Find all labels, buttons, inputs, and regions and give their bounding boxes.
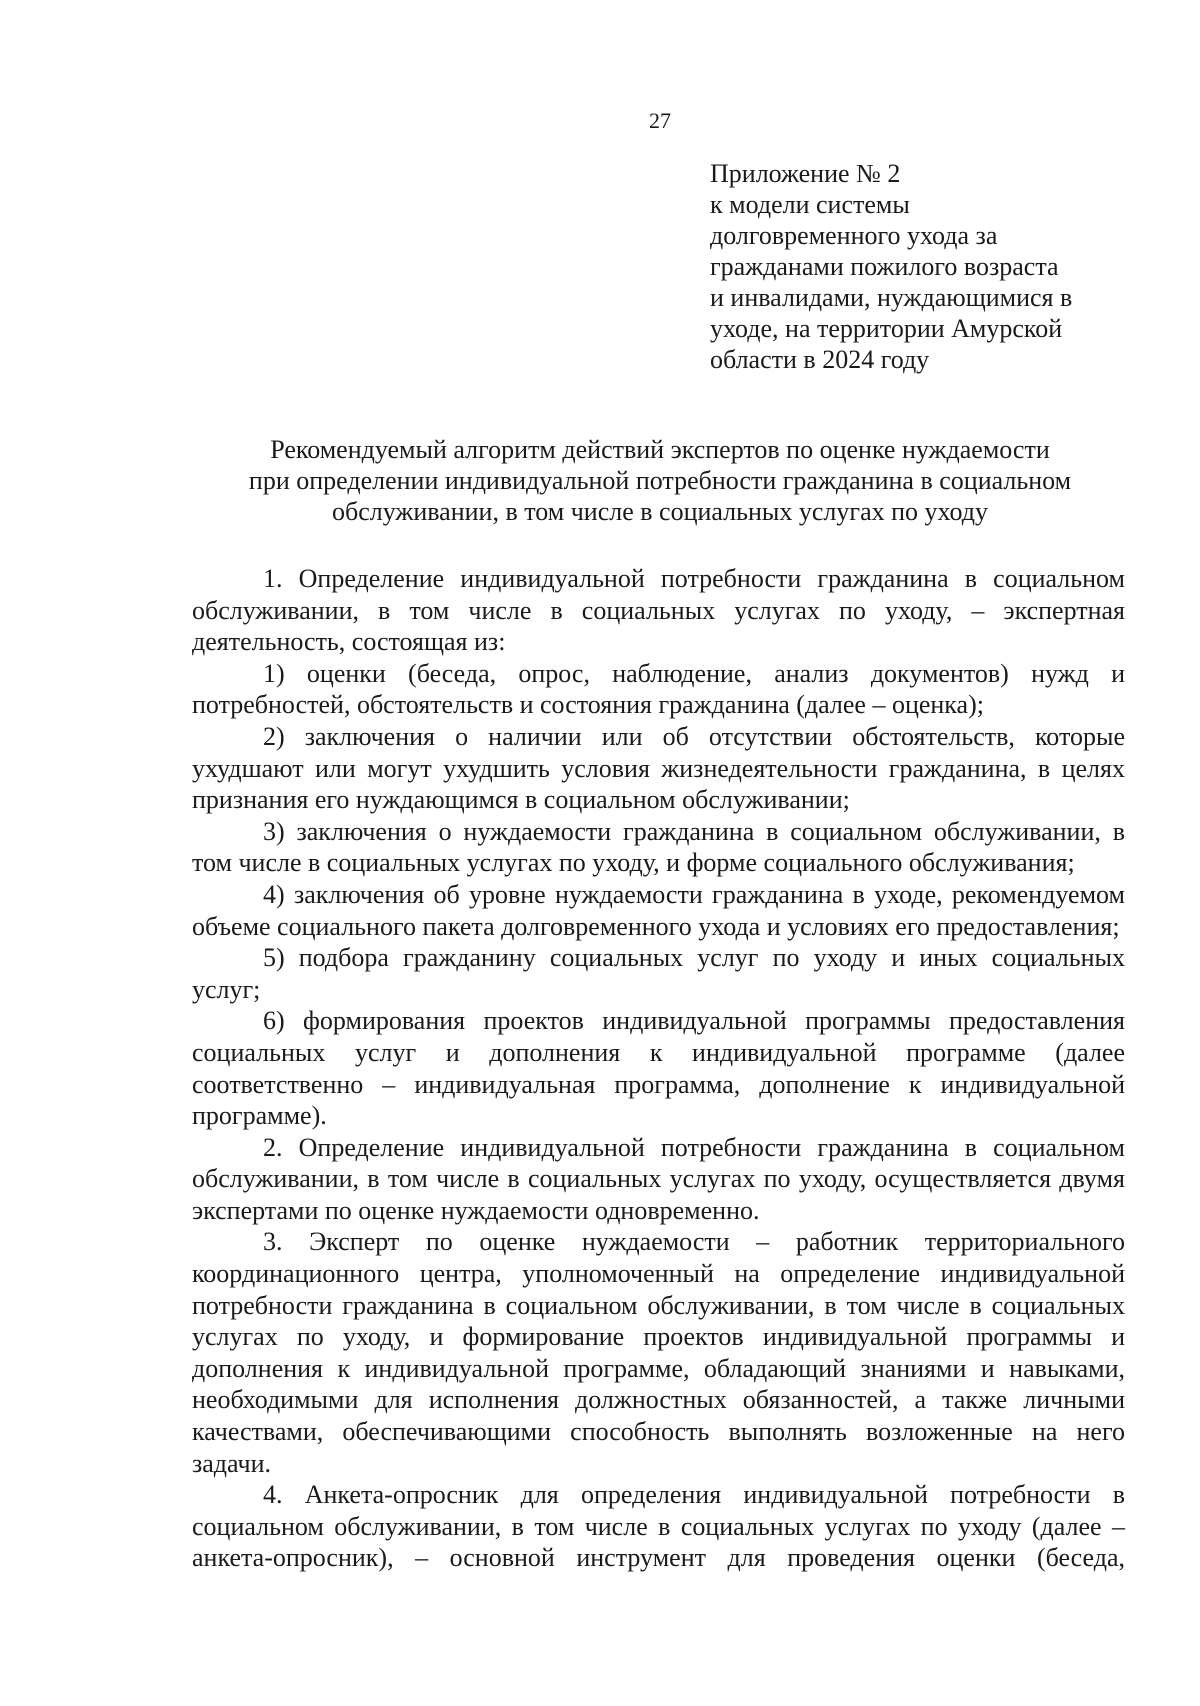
appendix-line: Приложение № 2 [710,159,901,188]
list-item-6: 6) формирования проектов индивидуальной программы предоставления социальных услуг и дополнения к индивидуальной программе (далее соответственно – индивидуальная программа, дополнение к индивидуальной программе). [192,1006,1125,1131]
paragraph-3: 3. Эксперт по оценке нуждаемости – работник территориального координационного центра, уполномоченный на определение индивидуальной потребности гражданина в социальном обслуживании, в том числе в социальных услугах по уходу, и формирование проектов индивидуальной программы и дополнения к индивидуальной программе, обладающий знаниями и навыками, необходимыми для исполнения должностных обязанностей, а также личными качествами, обеспечивающими способность выполнять возложенные на него задачи. [192,1227,1125,1478]
appendix-line: области в 2024 году [710,345,930,374]
appendix-line: долговременного ухода за [710,221,998,250]
list-item-4: 4) заключения об уровне нуждаемости гражданина в уходе, рекомендуемом объеме социального пакета долговременного ухода и условиях его предоставления; [192,879,1125,941]
appendix-line: гражданами пожилого возраста [710,252,1059,281]
document-title [0,434,1200,527]
paragraph-4: 4. Анкета-опросник для определения индивидуальной потребности в социальном обслуживании, в том числе в социальных услугах по уходу (далее – анкета-опросник), – основной инструмент для проведения оценки (беседа, [192,1480,1125,1573]
paragraph-2: 2. Определение индивидуальной потребности гражданина в социальном обслуживании, в том числе в социальных услугах по уходу, осуществляется двумя экспертами по оценке нуждаемости одновременно. [192,1132,1125,1225]
list-item-3: 3) заключения о нуждаемости гражданина в социальном обслуживании, в том числе в социальных услугах по уходу, и форме социального обслуживания; [192,816,1125,878]
appendix-line: к модели системы [710,190,910,219]
appendix-line: и инвалидами, нуждающимися в [710,283,1073,312]
title-line: при определении индивидуальной потребности гражданина в социальном [248,466,1072,495]
title-line: обслуживании, в том числе в социальных услугах по уходу [331,497,989,526]
appendix-line: уходе, на территории Амурской [710,314,1063,343]
title-line: Рекомендуемый алгоритм действий экспертов по оценке нуждаемости [270,435,1050,464]
list-item-1: 1) оценки (беседа, опрос, наблюдение, анализ документов) нужд и потребностей, обстоятельств и состояния гражданина (далее – оценка); [192,658,1125,720]
page-number: 27 [649,108,671,133]
document-body [192,563,1125,1574]
appendix-header [710,158,1110,375]
paragraph-1: 1. Определение индивидуальной потребности гражданина в социальном обслуживании, в том числе в социальных услугах по уходу, – экспертная деятельность, состоящая из: [192,564,1125,657]
list-item-5: 5) подбора гражданину социальных услуг по уходу и иных социальных услуг; [192,943,1125,1004]
list-item-2: 2) заключения о наличии или об отсутствии обстоятельств, которые ухудшают или могут ухудшить условия жизнедеятельности гражданина, в целях признания его нуждающимся в социальном обслуживании; [192,721,1125,815]
